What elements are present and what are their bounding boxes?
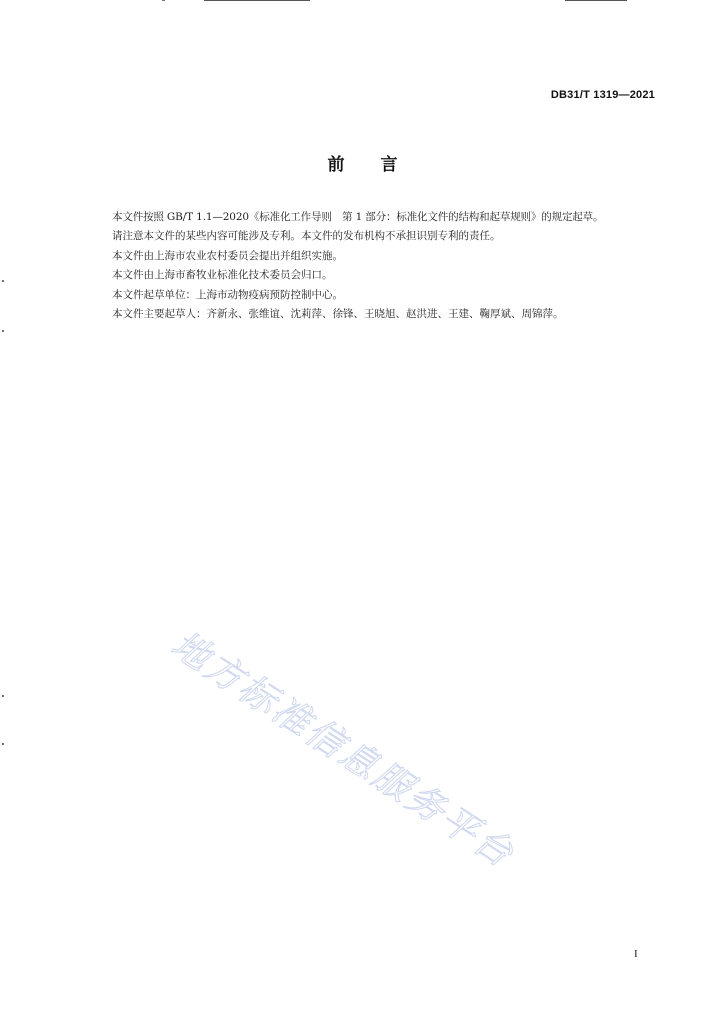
paragraph-committee: 本文件由上海市畜牧业标准化技术委员会归口。 [112,269,333,282]
paragraph-proposer: 本文件由上海市农业农村委员会提出并组织实施。 [112,249,343,262]
section-title: 前言 [327,155,434,175]
document-code: DB31/T 1319—2021 [550,89,655,101]
top-edge-mark [162,0,165,1]
scan-mark [2,330,4,332]
page-number: I [634,948,638,960]
foreword-body [91,208,661,324]
scan-mark [2,695,4,697]
paragraph-drafting-unit: 本文件起草单位：上海市动物疫病预防控制中心。 [112,288,343,301]
scan-mark [2,280,4,282]
scan-mark [2,743,4,745]
paragraph-drafting-basis: 本文件按照 GB/T 1.1—2020《标准化工作导则 第 1 部分：标准化文件的结构和起草规则》的规定起草。 [112,211,604,223]
top-edge-rule-right [565,0,627,1]
paragraph-drafters: 本文件主要起草人：齐新永、张维谊、沈莉萍、徐锋、王晓旭、赵洪进、王建、鞠厚斌、周锦萍。 [112,308,564,321]
watermark: 地方标准信息服务平台 [163,622,523,877]
top-edge-rule-left [204,0,310,1]
paragraph-patent-notice: 请注意本文件的某些内容可能涉及专利。本文件的发布机构不承担识别专利的责任。 [112,230,501,243]
